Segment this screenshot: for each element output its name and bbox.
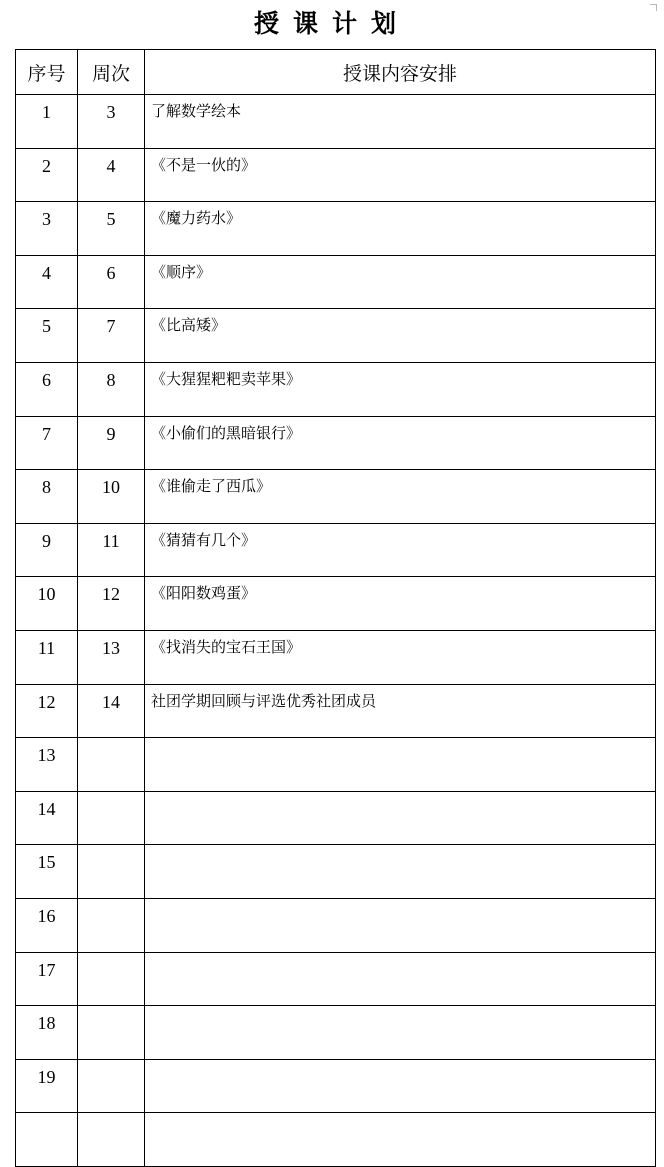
serial-number-cell (16, 309, 78, 363)
table-row (16, 416, 656, 470)
content-text: 《大猩猩粑粑卖苹果》 (151, 369, 302, 388)
content-cell (145, 845, 656, 899)
week-cell (78, 255, 145, 309)
week-cell (78, 898, 145, 952)
serial-number-text: 10 (37, 584, 56, 605)
page-title: 授课计划 (253, 9, 410, 38)
table-row (16, 738, 656, 792)
content-text: 《小偷们的黑暗银行》 (151, 423, 302, 442)
serial-number-cell (16, 416, 78, 470)
week-cell (78, 1006, 145, 1060)
table-row (16, 523, 656, 577)
serial-number-cell (16, 898, 78, 952)
table-row (16, 255, 656, 309)
serial-number-text: 18 (37, 1013, 56, 1034)
week-cell (78, 1113, 145, 1167)
content-cell (145, 791, 656, 845)
serial-number-cell (16, 952, 78, 1006)
table-row (16, 148, 656, 202)
serial-number-cell (16, 362, 78, 416)
serial-number-cell (16, 255, 78, 309)
week-text: 13 (102, 637, 120, 658)
week-cell (78, 952, 145, 1006)
content-text: 《比高矮》 (151, 316, 227, 335)
header-serial-number: 序号 (16, 50, 78, 95)
content-cell (145, 1113, 656, 1167)
week-text: 14 (102, 691, 120, 712)
week-cell (78, 738, 145, 792)
serial-number-cell (16, 791, 78, 845)
serial-number-text: 8 (42, 477, 51, 498)
table-row (16, 362, 656, 416)
content-text: 《猜猜有几个》 (151, 530, 257, 549)
serial-number-text: 7 (42, 423, 51, 444)
table-row (16, 1006, 656, 1060)
content-cell (145, 309, 656, 363)
week-text: 7 (106, 316, 116, 337)
serial-number-text: 4 (42, 262, 51, 283)
serial-number-cell (16, 845, 78, 899)
table-row (16, 95, 656, 149)
serial-number-cell (16, 738, 78, 792)
serial-number-text: 9 (42, 530, 51, 551)
week-cell (78, 95, 145, 149)
week-cell (78, 523, 145, 577)
table-row (16, 309, 656, 363)
content-cell (145, 738, 656, 792)
content-text: 了解数学绘本 (151, 102, 242, 120)
week-cell (78, 148, 145, 202)
serial-number-cell (16, 1059, 78, 1113)
content-text: 社团学期回顾与评选优秀社团成员 (151, 691, 377, 710)
week-text: 8 (106, 369, 116, 390)
content-cell (145, 255, 656, 309)
week-cell (78, 1059, 145, 1113)
week-text: 12 (102, 584, 120, 605)
serial-number-cell (16, 470, 78, 524)
content-cell (145, 470, 656, 524)
serial-number-text: 6 (42, 369, 51, 390)
table-row (16, 898, 656, 952)
content-cell (145, 952, 656, 1006)
serial-number-cell (16, 202, 78, 256)
table-row (16, 952, 656, 1006)
week-text: 3 (106, 102, 116, 122)
serial-number-cell (16, 1006, 78, 1060)
serial-number-text: 12 (37, 691, 56, 712)
week-cell (78, 684, 145, 738)
content-text: 《找消失的宝石王国》 (151, 637, 302, 656)
content-cell (145, 630, 656, 684)
table-header-row (16, 50, 656, 95)
content-cell (145, 898, 656, 952)
serial-number-cell (16, 630, 78, 684)
serial-number-cell (16, 95, 78, 149)
serial-number-cell (16, 1113, 78, 1167)
teaching-plan-table (15, 49, 656, 1167)
content-cell (145, 202, 656, 256)
content-cell (145, 577, 656, 631)
serial-number-text: 16 (37, 905, 56, 926)
header-week: 周次 (78, 50, 145, 95)
week-text: 9 (106, 423, 116, 444)
table-row (16, 1113, 656, 1167)
content-cell (145, 523, 656, 577)
serial-number-text: 11 (37, 637, 56, 658)
serial-number-text: 13 (37, 745, 56, 766)
week-cell (78, 630, 145, 684)
content-cell (145, 684, 656, 738)
content-text: 《魔力药水》 (151, 209, 242, 228)
serial-number-text: 1 (42, 102, 51, 122)
week-text: 11 (102, 530, 120, 551)
content-cell (145, 1006, 656, 1060)
week-cell (78, 416, 145, 470)
table-row (16, 791, 656, 845)
week-cell (78, 309, 145, 363)
week-cell (78, 577, 145, 631)
content-cell (145, 416, 656, 470)
serial-number-text: 3 (42, 209, 51, 230)
table-body (16, 95, 656, 1167)
content-cell (145, 95, 656, 149)
week-text: 10 (102, 477, 120, 498)
serial-number-text: 19 (37, 1066, 56, 1087)
week-cell (78, 202, 145, 256)
content-text: 《阳阳数鸡蛋》 (151, 584, 257, 603)
serial-number-cell (16, 523, 78, 577)
table-row (16, 202, 656, 256)
content-text: 《谁偷走了西瓜》 (151, 477, 272, 496)
week-text: 4 (106, 155, 116, 176)
content-cell (145, 362, 656, 416)
week-text: 6 (106, 262, 116, 283)
content-cell (145, 148, 656, 202)
serial-number-text: 2 (42, 155, 51, 176)
serial-number-text: 5 (42, 316, 51, 337)
table-row (16, 845, 656, 899)
serial-number-cell (16, 577, 78, 631)
table-row (16, 577, 656, 631)
week-cell (78, 845, 145, 899)
week-cell (78, 470, 145, 524)
table-row (16, 1059, 656, 1113)
serial-number-cell (16, 684, 78, 738)
content-cell (145, 1059, 656, 1113)
table-row (16, 470, 656, 524)
table-row (16, 684, 656, 738)
serial-number-cell (16, 148, 78, 202)
serial-number-text: 14 (37, 798, 56, 819)
week-cell (78, 362, 145, 416)
content-text: 《顺序》 (151, 262, 212, 281)
content-text: 《不是一伙的》 (151, 155, 257, 174)
table-row (16, 630, 656, 684)
week-text: 5 (106, 209, 116, 230)
serial-number-text: 15 (37, 852, 56, 873)
header-content: 授课内容安排 (145, 50, 656, 95)
serial-number-text: 17 (37, 959, 56, 980)
week-cell (78, 791, 145, 845)
